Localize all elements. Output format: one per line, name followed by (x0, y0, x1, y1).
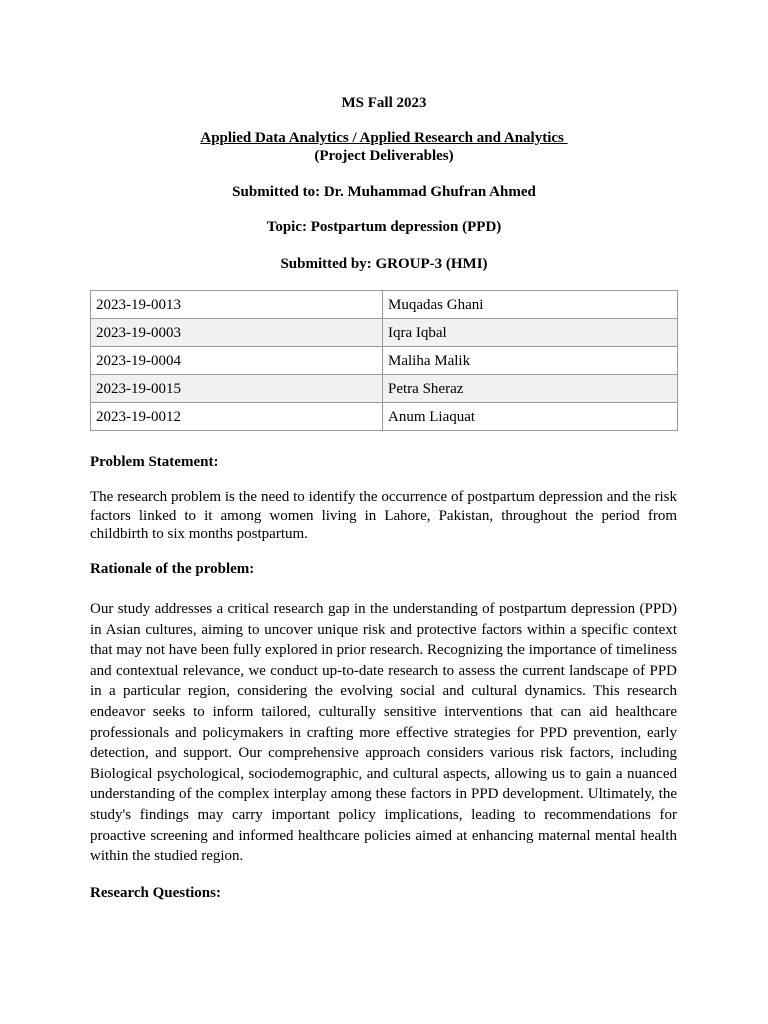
topic-line: Topic: Postpartum depression (PPD) (266, 219, 502, 235)
student-name-cell: Maliha Malik (383, 347, 678, 375)
table-row (91, 403, 678, 431)
table-row (91, 375, 678, 403)
rationale-text: Our study addresses a critical research gap in the understanding of postpartum depression (PPD) in Asian cultures, aiming to uncover unique risk and protective factors within a specific context that may not have been fully explored in prior research. Recognizing the importance of timeliness and contextual relevance, we conduct up-to-date research to assess the current landscape of PPD in a particular region, considering the evolving social and cultural dynamics. This research endeavor seeks to inform tailored, culturally sensitive interventions that can aid healthcare professionals and policymakers in crafting more effective strategies for PPD prevention, early detection, and support. Our comprehensive approach considers various risk factors, including Biological psychological, sociodemographic, and cultural aspects, allowing us to gain a nuanced understanding of the complex interplay among these factors in PPD development. Ultimately, the study's findings may carry important policy implications, leading to recommendations for proactive screening and informed healthcare policies aimed at enhancing maternal mental health within the studied region. (90, 601, 677, 865)
submitted-to: Submitted to: Dr. Muhammad Ghufran Ahmed (232, 184, 536, 200)
table-row (91, 291, 678, 319)
deliverables-subtitle: (Project Deliverables) (314, 148, 454, 164)
submitted-by: Submitted by: GROUP-3 (HMI) (280, 256, 488, 272)
table-row (91, 347, 678, 375)
group-members-table (90, 290, 678, 431)
course-title-text: Applied Data Analytics / Applied Research and Analytics (200, 130, 568, 146)
problem-statement-text: The research problem is the need to identify the occurrence of postpartum depression and the risk factors linked to it among women living in Lahore, Pakistan, throughout the period from childbirth to six months postpartum. (90, 489, 677, 542)
table-row (91, 319, 678, 347)
course-title (0, 129, 768, 147)
student-id-cell: 2023-19-0003 (91, 319, 383, 347)
rationale-heading: Rationale of the problem: (90, 561, 255, 577)
problem-statement-heading: Problem Statement: (90, 454, 219, 470)
student-id-cell: 2023-19-0004 (91, 347, 383, 375)
student-id-cell: 2023-19-0015 (91, 375, 383, 403)
student-id-cell: 2023-19-0012 (91, 403, 383, 431)
semester-title: MS Fall 2023 (341, 95, 427, 111)
student-id-cell: 2023-19-0013 (91, 291, 383, 319)
research-questions-heading: Research Questions: (90, 885, 221, 901)
student-name-cell: Iqra Iqbal (383, 319, 678, 347)
student-name-cell: Anum Liaquat (383, 403, 678, 431)
student-name-cell: Petra Sheraz (383, 375, 678, 403)
student-name-cell: Muqadas Ghani (383, 291, 678, 319)
